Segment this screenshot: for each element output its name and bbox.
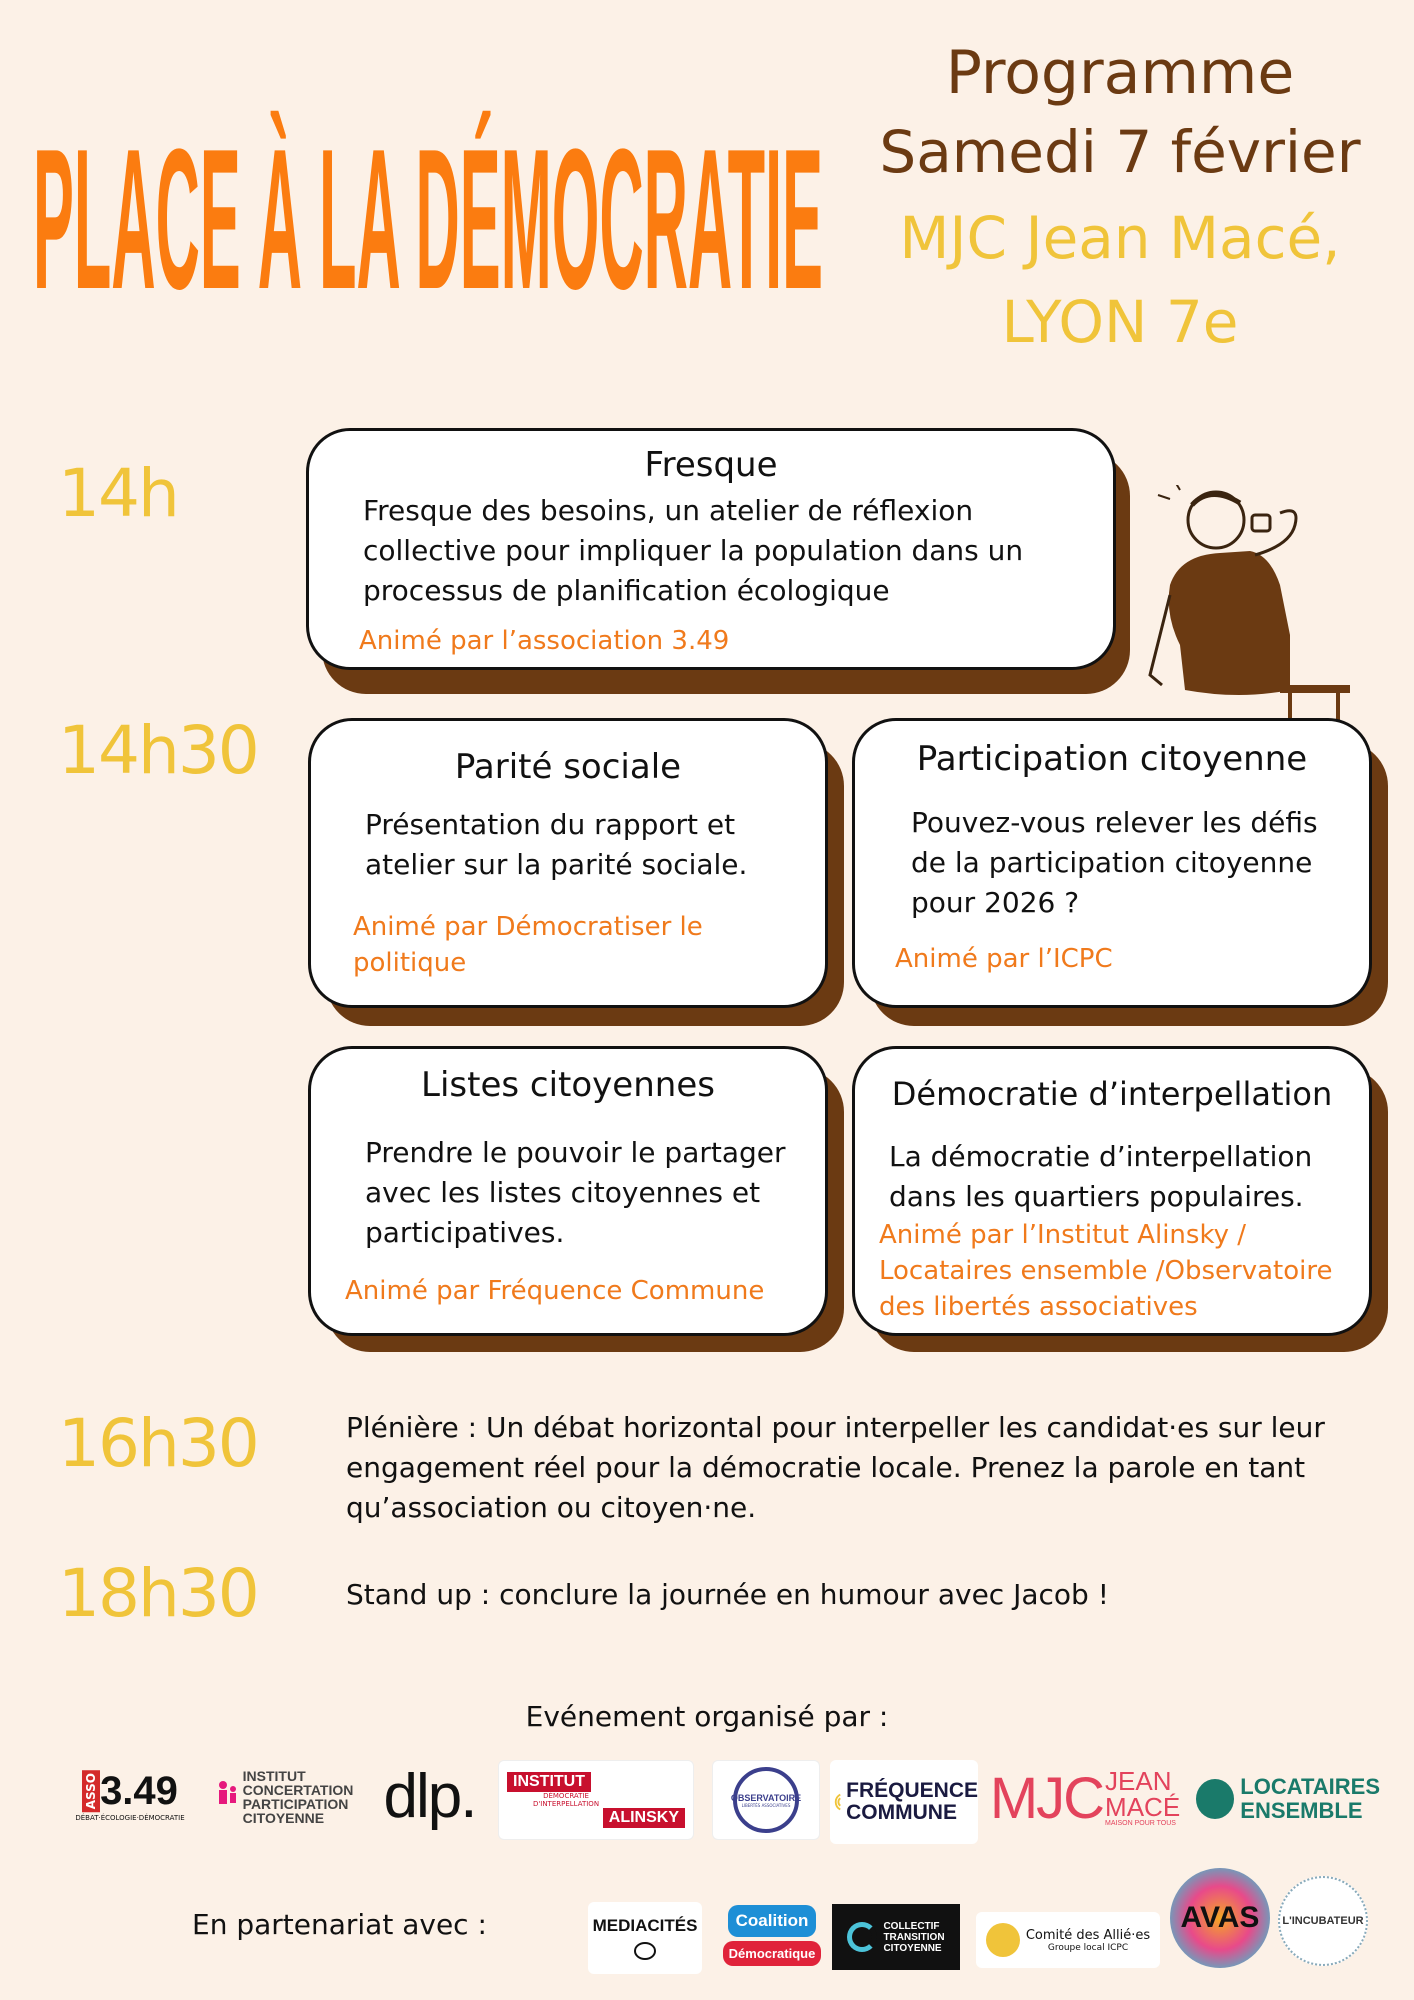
listes-card [308,1046,828,1336]
avas-logo [1170,1868,1270,1968]
collectif-line1: COLLECTIF [883,1920,940,1932]
interpellation-host: Animé par l’Institut Alinsky / Locataires ensemble /Observatoire des libertés associatives [879,1220,1333,1322]
icpc-logo [205,1762,365,1832]
locataires-house-icon [1196,1779,1234,1819]
interpellation-title: Démocratie d’interpellation [891,1075,1333,1113]
icpc-line3: PARTICIPATION [242,1796,349,1812]
locataires-line1: LOCATAIRES [1240,1774,1380,1799]
icpc-line4: CITOYENNE [242,1810,325,1826]
mediacites-eye-icon [634,1942,656,1960]
participation-card [852,718,1372,1008]
frequence-commune-logo [830,1760,978,1844]
mjc-letters: MJC [989,1765,1104,1831]
incubateur-logo [1278,1876,1368,1966]
interpellation-description: La démocratie d’interpellation dans les quartiers populaires. [889,1140,1313,1213]
time-18h30: 18h30 [58,1555,258,1632]
frequence-waves-icon [830,1782,842,1822]
listes-description: Prendre le pouvoir le partager avec les listes citoyennes et participatives. [365,1136,786,1249]
mjc-line1: JEAN [1105,1766,1172,1796]
event-title [28,98,828,318]
icpc-people-icon [217,1780,239,1814]
frequence-line2: COMMUNE [846,1801,957,1824]
collectif-c-icon [847,1922,877,1952]
interpellation-card [852,1046,1372,1336]
coalition-top: Coalition [728,1905,817,1937]
mjc-line2: MACÉ [1105,1792,1181,1822]
mediacites-name: MEDIACITÉS [592,1916,698,1935]
alinsky-middle: DÉMOCRATIE D'INTERPELLATION [532,1792,600,1808]
parite-host: Animé par Démocratiser le politique [353,912,703,978]
time-16h30: 16h30 [58,1405,258,1482]
listes-host: Animé par Fréquence Commune [345,1276,765,1306]
coalition-democratique-logo [722,1890,822,1980]
asso-badge: ASSO [82,1770,100,1812]
incubateur-name: L'INCUBATEUR [1282,1915,1364,1927]
comite-name: Comité des Allié·es [1025,1927,1151,1943]
mjc-jean-mace-logo [990,1758,1180,1838]
partners-heading: En partenariat avec : [192,1908,487,1941]
time-14h30: 14h30 [58,712,258,789]
collectif-line2: TRANSITION [883,1931,945,1943]
event-title-text: PLACE À LA DÉMOCRATIE [33,108,824,318]
observatoire-logo [712,1760,820,1840]
asso-tagline: DÉBAT·ÉCOLOGIE·DÉMOCRATIE [75,1813,185,1822]
fresque-title: Fresque [644,445,778,485]
comite-sun-icon [986,1923,1020,1957]
participation-description: Pouvez-vous relever les défis de la participation citoyenne pour 2026 ? [911,806,1318,919]
fresque-host: Animé par l’association 3.49 [359,626,730,656]
collectif-transition-logo [832,1904,960,1970]
listes-title: Listes citoyennes [421,1065,715,1105]
event-city: LYON 7e [1001,288,1239,356]
asso-349-logo [70,1760,190,1830]
organizers-heading: Evénement organisé par : [525,1700,889,1733]
person-drinking-illustration [1140,485,1360,720]
alinsky-bottom: ALINSKY [603,1808,685,1828]
pleniere-description: Plénière : Un débat horizontal pour interpeller les candidat·es sur leur engagement réel pour la démocratie locale. Prenez la parole en tant qu’association ou citoyen·ne. [346,1411,1325,1524]
event-venue: MJC Jean Macé, [899,204,1341,272]
parite-description: Présentation du rapport et atelier sur la parité sociale. [365,808,748,881]
comite-allies-logo [976,1912,1160,1968]
observatoire-sub: LIBERTÉS ASSOCIATIVES [741,1802,791,1808]
institut-alinsky-logo [498,1760,694,1840]
fresque-card [306,428,1116,670]
participation-host: Animé par l’ICPC [895,944,1113,974]
event-date: Samedi 7 février [879,118,1361,186]
icpc-line2: CONCERTATION [242,1782,354,1798]
parite-card [308,718,828,1008]
participation-title: Participation citoyenne [916,739,1308,779]
locataires-ensemble-logo [1196,1764,1380,1834]
collectif-line3: CITOYENNE [883,1942,942,1954]
mjc-sub: MAISON POUR TOUS [1105,1820,1176,1827]
alinsky-top: INSTITUT [507,1772,591,1792]
time-14h: 14h [58,455,178,532]
standup-description: Stand up : conclure la journée en humour avec Jacob ! [346,1578,1109,1611]
frequence-line1: FRÉQUENCE [846,1779,978,1802]
fresque-description: Fresque des besoins, un atelier de réflexion collective pour impliquer la population dans un processus de planification écologique [363,494,1024,607]
mediacites-logo [588,1902,702,1974]
program-heading: Programme [945,38,1295,108]
icpc-line1: INSTITUT [242,1768,306,1784]
dlp-logo: dlp. [383,1761,476,1831]
observatoire-name: OBSERVATOIRE [730,1792,802,1803]
parite-title: Parité sociale [454,747,682,787]
asso-number: 3.49 [100,1768,178,1813]
locataires-line2: ENSEMBLE [1240,1798,1363,1823]
avas-name: AVAS [1180,1901,1260,1934]
coalition-bottom: Démocratique [723,1941,822,1966]
comite-sub: Groupe local ICPC [1047,1942,1129,1953]
